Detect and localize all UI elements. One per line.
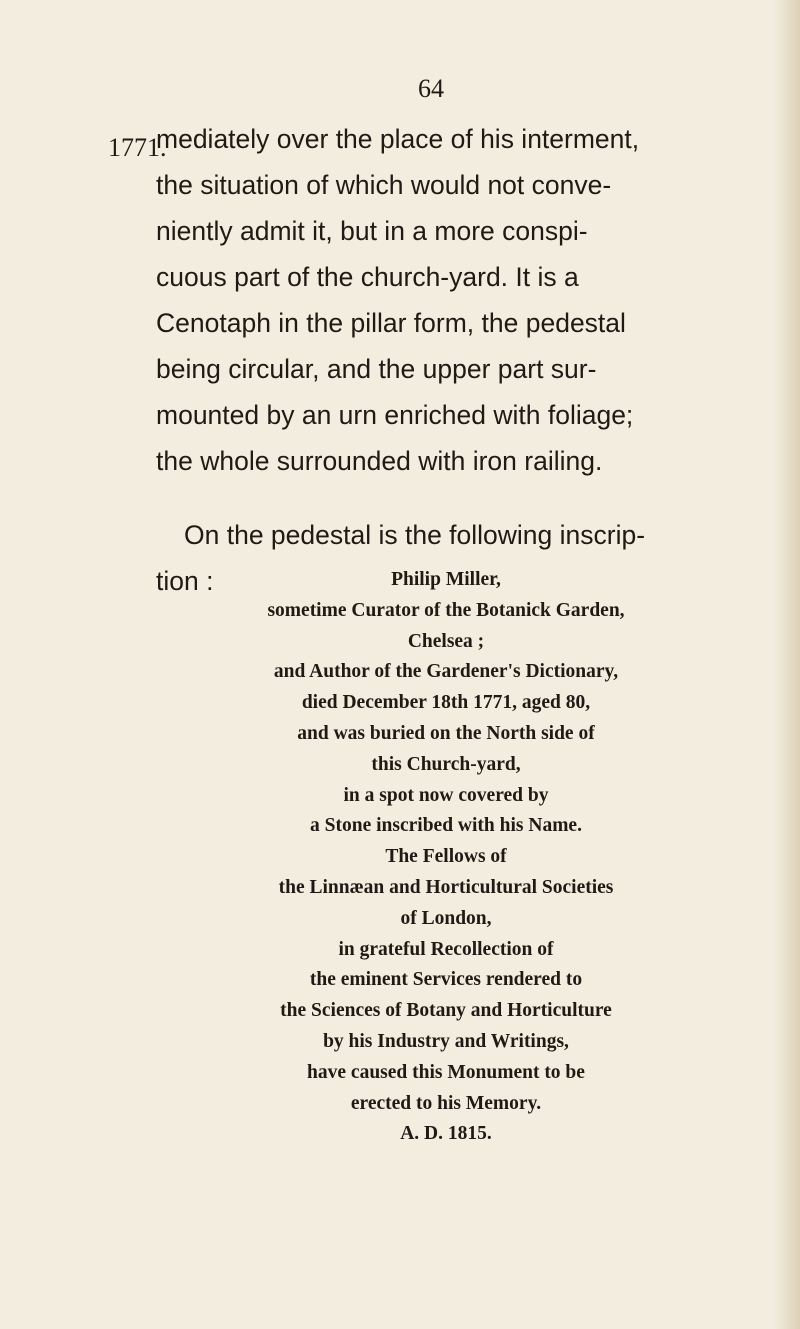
inscription-line: erected to his Memory. — [350, 1092, 542, 1114]
paragraph-line: mounted by an urn enriched with foliage; — [156, 400, 634, 430]
body-text — [156, 116, 746, 604]
paragraph-line: being circular, and the upper part sur- — [156, 354, 597, 384]
inscription-block — [196, 565, 696, 1150]
paragraph-line: tion : — [156, 566, 214, 596]
paragraph-line: Cenotaph in the pillar form, the pedestal — [156, 308, 626, 338]
page-number: 64 — [418, 74, 444, 103]
inscription-line: the Sciences of Botany and Horticulture — [280, 1000, 612, 1022]
page-edge-shadow — [774, 0, 800, 1329]
inscription-line: The Fellows of — [385, 846, 507, 868]
inscription-line: and Author of the Gardener's Dictionary, — [273, 661, 619, 683]
inscription-line: this Church-yard, — [371, 753, 521, 775]
inscription-line: the Linnæan and Horticultural Societies — [278, 876, 614, 898]
inscription-line: a Stone inscribed with his Name. — [310, 815, 582, 837]
inscription-line: A. D. 1815. — [400, 1123, 492, 1145]
paragraph-line: cuous part of the church-yard. It is a — [156, 262, 579, 292]
paragraph-line: mediately over the place of his interment, — [156, 124, 640, 154]
inscription-line: by his Industry and Writings, — [323, 1030, 569, 1052]
inscription-line: and was buried on the North side of — [297, 722, 595, 744]
year-marginal-note: 1771. — [108, 133, 167, 162]
paragraph-line: the situation of which would not conve- — [156, 170, 612, 200]
inscription-line: in a spot now covered by — [343, 784, 549, 806]
inscription-line: sometime Curator of the Botanick Garden, — [267, 599, 625, 621]
inscription-line: Chelsea ; — [407, 630, 485, 652]
paragraph-line: the whole surrounded with iron railing. — [156, 446, 603, 476]
inscription-line: the eminent Services rendered to — [309, 969, 583, 991]
inscription-line: Philip Miller, — [391, 569, 501, 590]
inscription-line: of London, — [400, 907, 492, 929]
inscription-line: in grateful Recollection of — [338, 938, 554, 960]
inscription-line: died December 18th 1771, aged 80, — [301, 692, 591, 714]
paragraph-line: On the pedestal is the following inscrip- — [184, 520, 646, 550]
paragraph-line: niently admit it, but in a more conspi- — [156, 216, 588, 246]
inscription-line: have caused this Monument to be — [307, 1061, 585, 1083]
